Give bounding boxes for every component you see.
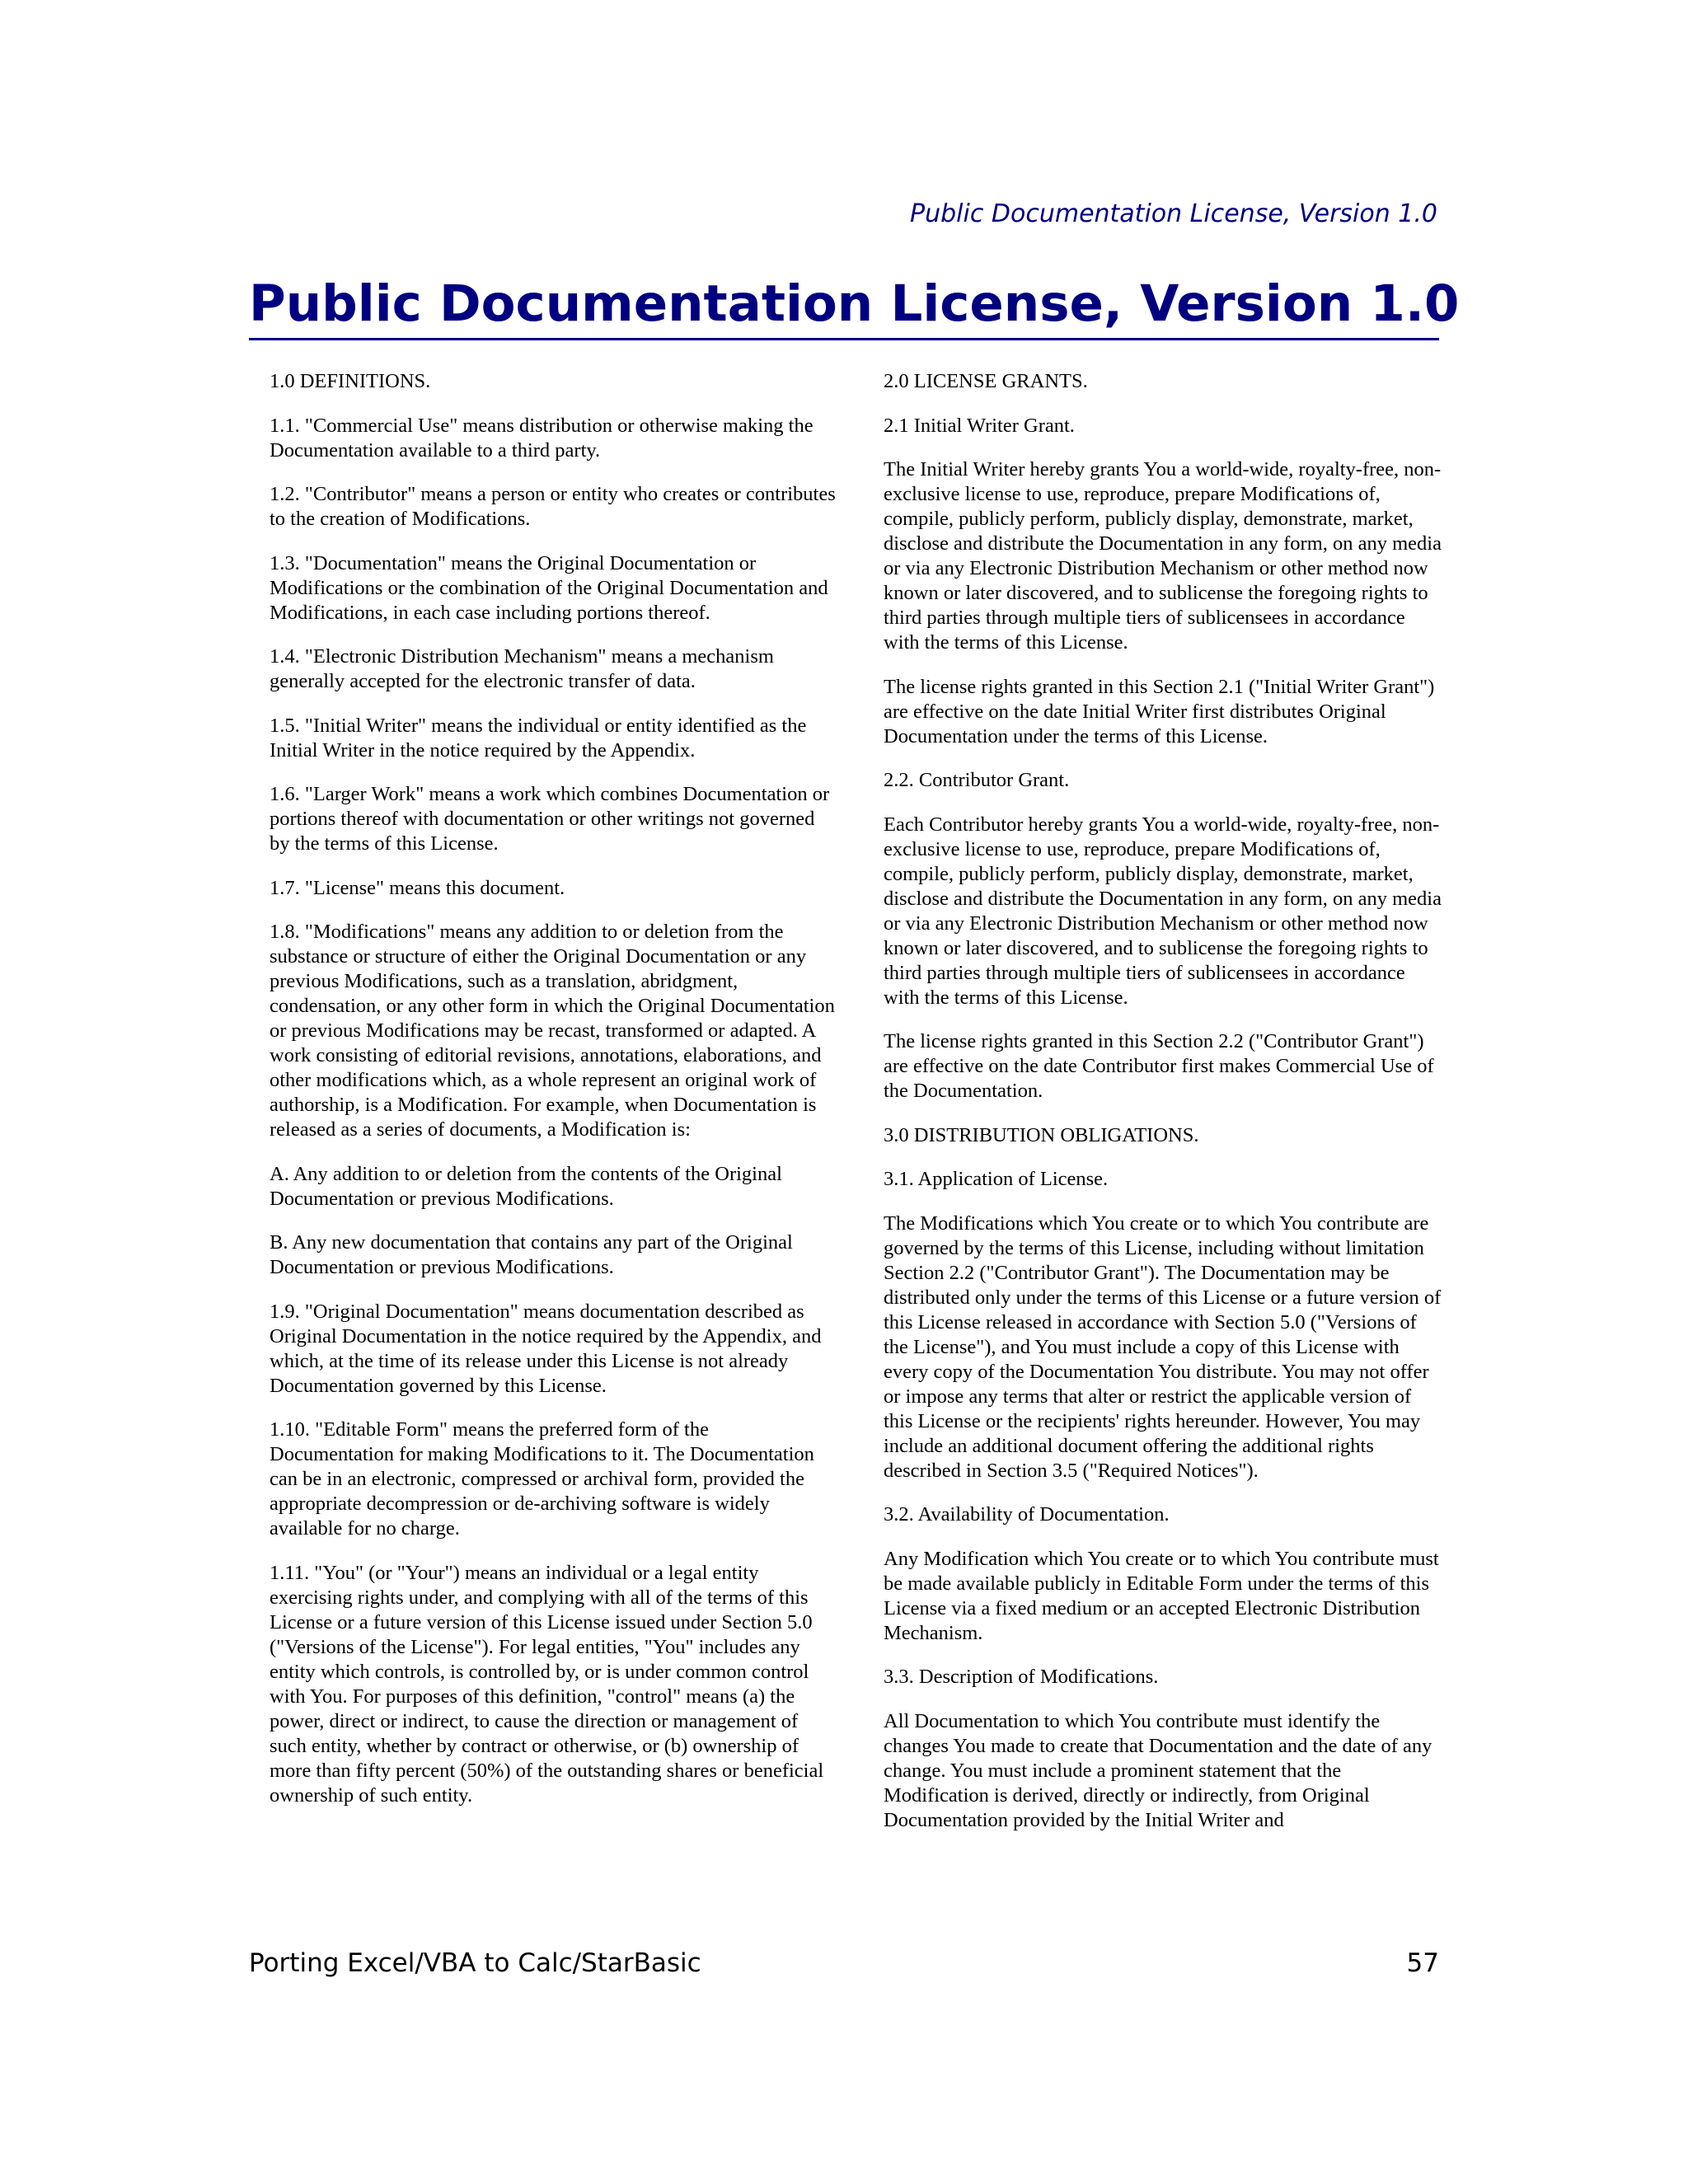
definition-paragraph: 1.2. "Contributor" means a person or entity who creates or contributes to the creation of Modifications. (270, 483, 836, 530)
definition-paragraph: 1.10. "Editable Form" means the preferred form of the Documentation for making Modifications to it. The Documentation can be in an electronic, compressed or archival form, provided the appropriate decompression or de-archiving software is widely available for no charge. (270, 1418, 814, 1540)
body-paragraph: All Documentation to which You contribute must identify the changes You made to create that Documentation and the date of any change. You must include a prominent statement that the Modification is derived, directly or indirectly, from Original Documentation provided by the Initial Writer and (884, 1709, 1432, 1831)
page-number: 57 (1406, 1948, 1439, 1978)
definition-paragraph: 1.7. "License" means this document. (270, 876, 565, 899)
definition-paragraph: 1.11. "You" (or "Your") means an individual or a legal entity exercising rights under, and complying with all of the terms of this License or a future version of this License issued under Section 5.0 ("Versions of the License"). For legal entities, "You" includes any entity which controls, is controlled by, or is under common control with You. For purposes of this definition, "control" means (a) the power, direct or indirect, to cause the direction or management of such entity, whether by contract or otherwise, or (b) ownership of more than fifty percent (50%) of the outstanding shares or beneficial ownership of such entity. (270, 1561, 824, 1807)
body-paragraph: Each Contributor hereby grants You a world-wide, royalty-free, non-exclusive license to use, reproduce, prepare Modifications of, compile, publicly perform, publicly display, demonstrate, market, disclose and distribute the Documentation in any form, on any media or via any Electronic Distribution Mechanism or other method now known or later discovered, and to sublicense the foregoing rights to third parties through multiple tiers of sublicensees in accordance with the terms of this License. (884, 813, 1442, 1009)
definition-paragraph: 1.1. "Commercial Use" means distribution or otherwise making the Documentation available to a third party. (270, 414, 814, 462)
subsection-heading: 3.2. Availability of Documentation. (884, 1503, 1170, 1526)
left-column (270, 369, 838, 1827)
definition-paragraph: 1.6. "Larger Work" means a work which combines Documentation or portions thereof with documentation or other writings not governed by the terms of this License. (270, 783, 830, 855)
subsection-heading: 3.3. Description of Modifications. (884, 1666, 1159, 1688)
subsection-heading: 3.1. Application of License. (884, 1168, 1109, 1190)
definition-paragraph: 1.8. "Modifications" means any addition to or deletion from the substance or structure of either the Original Documentation or any previous Modifications, such as a translation, abridgment, condensation, or any other form in which the Original Documentation or previous Modifications may be recast, transformed or adapted. A work consisting of editorial revisions, annotations, elaborations, and other modifications which, as a whole represent an original work of authorship, is a Modification. For example, when Documentation is released as a series of documents, a Modification is: (270, 921, 835, 1141)
section-heading-definitions: 1.0 DEFINITIONS. (270, 370, 431, 392)
running-header: Public Documentation License, Version 1.0 (910, 199, 1437, 228)
section-heading-distribution: 3.0 DISTRIBUTION OBLIGATIONS. (884, 1123, 1199, 1146)
section-heading-license-grants: 2.0 LICENSE GRANTS. (884, 370, 1088, 392)
subsection-heading: 2.1 Initial Writer Grant. (884, 414, 1075, 437)
definition-paragraph: B. Any new documentation that contains any part of the Original Documentation or previous Modifications. (270, 1231, 793, 1278)
right-column (884, 369, 1444, 1852)
page-title: Public Documentation License, Version 1.0 (249, 272, 1439, 340)
body-paragraph: The license rights granted in this Section 2.1 ("Initial Writer Grant") are effective on the date Initial Writer first distributes Original Documentation under the terms of this License. (884, 675, 1435, 748)
footer-book-title: Porting Excel/VBA to Calc/StarBasic (249, 1948, 701, 1978)
body-paragraph: The Modifications which You create or to which You contribute are governed by the terms of this License, including without limitation Section 2.2 ("Contributor Grant"). The Documentation may be distributed only under the terms of this License or a future version of this License released in accordance with Section 5.0 ("Versions of the License"), and You must include a copy of this License with every copy of the Documentation You distribute. You may not offer or impose any terms that alter or restrict the applicable version of this License or the recipients' rights hereunder. However, You may include an additional document offering the additional rights described in Section 3.5 ("Required Notices"). (884, 1212, 1442, 1482)
definition-paragraph: A. Any addition to or deletion from the contents of the Original Documentation or previous Modifications. (270, 1162, 782, 1210)
definition-paragraph: 1.3. "Documentation" means the Original Documentation or Modifications or the combination of the Original Documentation and Modifications, in each case including portions thereof. (270, 551, 828, 624)
definition-paragraph: 1.9. "Original Documentation" means documentation described as Original Documentation in the notice required by the Appendix, and which, at the time of its release under this License is not already Documentation governed by this License. (270, 1300, 822, 1397)
body-paragraph: The Initial Writer hereby grants You a world-wide, royalty-free, non-exclusive license to use, reproduce, prepare Modifications of, compile, publicly perform, publicly display, demonstrate, market, disclose and distribute the Documentation in any form, on any media or via any Electronic Distribution Mechanism or other method now known or later discovered, and to sublicense the foregoing rights to third parties through multiple tiers of sublicensees in accordance with the terms of this License. (884, 458, 1442, 654)
body-paragraph: Any Modification which You create or to which You contribute must be made available publicly in Editable Form under the terms of this License via a fixed medium or an accepted Electronic Distribution Mechanism. (884, 1547, 1439, 1644)
body-paragraph: The license rights granted in this Section 2.2 ("Contributor Grant") are effective on the date Contributor first makes Commercial Use of the Documentation. (884, 1030, 1434, 1102)
definition-paragraph: 1.4. "Electronic Distribution Mechanism" means a mechanism generally accepted for the electronic transfer of data. (270, 645, 774, 692)
subsection-heading: 2.2. Contributor Grant. (884, 769, 1070, 791)
definition-paragraph: 1.5. "Initial Writer" means the individual or entity identified as the Initial Writer in the notice required by the Appendix. (270, 714, 807, 762)
